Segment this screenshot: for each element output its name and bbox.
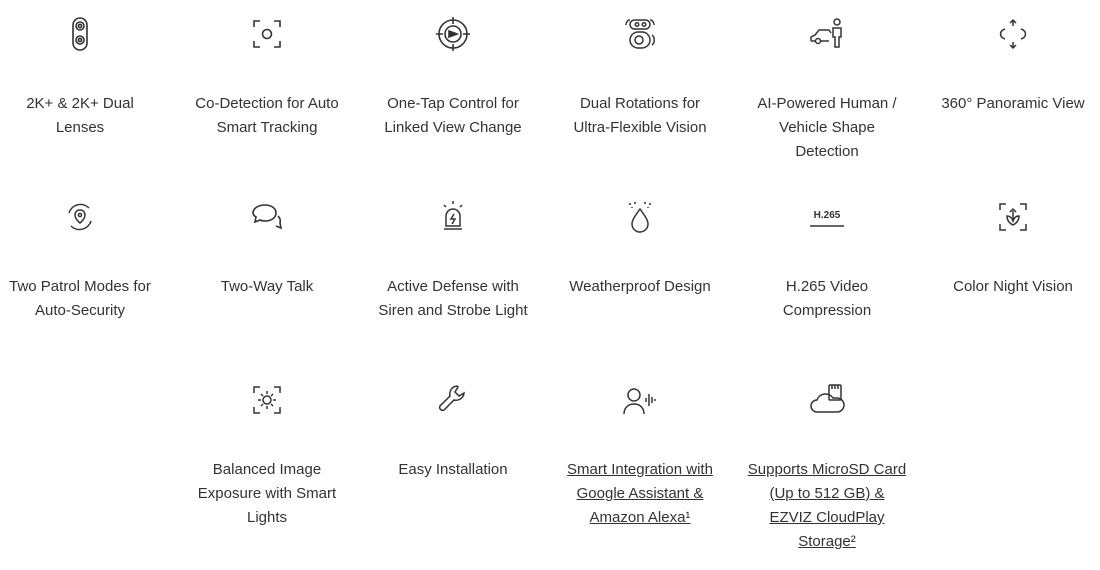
feature-patrol-modes: [0, 199, 160, 323]
feature-dual-rotations: [560, 16, 720, 140]
feature-panoramic: [933, 16, 1093, 116]
h265-icon: [809, 199, 845, 235]
color-night-vision-icon: [995, 199, 1031, 235]
feature-two-way-talk: [187, 199, 347, 299]
feature-label: Dual Rotations for Ultra-Flexible Vision: [573, 95, 707, 136]
panoramic-rotate-icon: [995, 16, 1031, 52]
microsd-cloud-link[interactable]: Supports MicroSD Card (Up to 512 GB) & EZVIZ CloudPlay Storage²: [747, 461, 907, 550]
voice-assistant-icon: [622, 382, 658, 418]
siren-icon: [435, 199, 471, 235]
feature-label: Active Defense with Siren and Strobe Light: [378, 278, 528, 319]
dual-rotation-camera-icon: [622, 16, 658, 52]
feature-h265: [747, 199, 907, 323]
feature-smart-integration: [560, 382, 720, 530]
smart-integration-link[interactable]: Smart Integration with Google Assistant & Amazon Alexa¹: [567, 461, 713, 526]
feature-label: Two-Way Talk: [220, 278, 314, 295]
feature-label: 360° Panoramic View: [941, 95, 1085, 112]
feature-label: Weatherproof Design: [569, 278, 711, 295]
feature-label: Balanced Image Exposure with Smart Lights: [197, 461, 337, 526]
feature-human-vehicle: [747, 16, 907, 164]
human-vehicle-icon: [809, 16, 845, 52]
sd-card-cloud-icon: [809, 382, 845, 418]
feature-weatherproof: [560, 199, 720, 299]
sun-moon-frame-icon: [249, 382, 285, 418]
feature-easy-installation: [373, 382, 533, 482]
feature-label: 2K+ & 2K+ Dual Lenses: [26, 95, 134, 136]
feature-label: Two Patrol Modes for Auto-Security: [9, 278, 151, 319]
feature-label: Color Night Vision: [953, 278, 1073, 295]
feature-label: H.265 Video Compression: [782, 278, 872, 319]
feature-label: AI-Powered Human / Vehicle Shape Detection: [757, 95, 897, 160]
feature-color-night-vision: [933, 199, 1093, 299]
feature-dual-lenses: [0, 16, 160, 140]
feature-microsd-cloud: [747, 382, 907, 554]
focus-frame-icon: [249, 16, 285, 52]
feature-active-defense: [373, 199, 533, 323]
feature-co-detection: [187, 16, 347, 140]
dual-lens-icon: [62, 16, 98, 52]
feature-label: Co-Detection for Auto Smart Tracking: [195, 95, 339, 136]
feature-label: One-Tap Control for Linked View Change: [384, 95, 522, 136]
patrol-location-icon: [62, 199, 98, 235]
wrench-icon: [435, 382, 471, 418]
feature-balanced-exposure: [187, 382, 347, 530]
target-icon: [435, 16, 471, 52]
chat-bubbles-icon: [249, 199, 285, 235]
water-drop-icon: [622, 199, 658, 235]
feature-one-tap-control: [373, 16, 533, 140]
h265-icon-text: H.265: [813, 210, 841, 221]
feature-label: Easy Installation: [398, 461, 508, 478]
